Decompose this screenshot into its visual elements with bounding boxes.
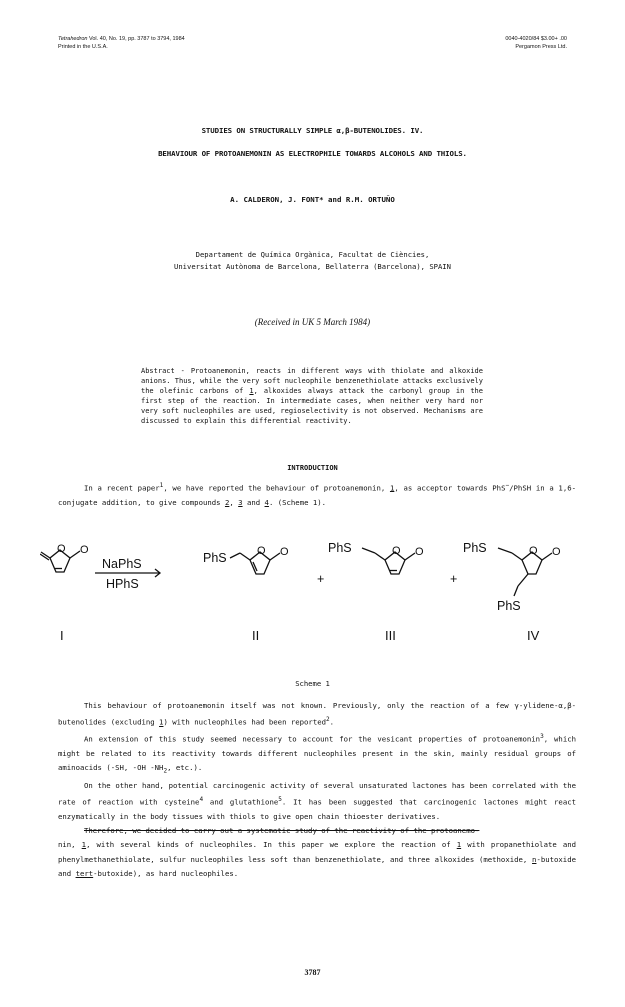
plus-sign: + bbox=[450, 572, 458, 586]
abstract-text-2: , alkoxides always attack the carbonyl group in the first step of the reaction. In intermediate cases, when neither very hard nor very soft nucleophiles are used, regioselectivity is not observed. Mechanisms are discussed to explain this differential reactivity. bbox=[141, 387, 483, 425]
oxygen-label: O bbox=[392, 545, 401, 557]
compound-ref: 1 bbox=[456, 840, 462, 850]
body-span: with propanethiolate and phenylmethanethiolate, sulfur nucleophiles less soft than benzenethiolate, and three alkoxides (methoxide, bbox=[58, 840, 577, 864]
received-date: (Received in UK 5 March 1984) bbox=[254, 317, 371, 327]
phs-label-IV-bottom: PhS bbox=[497, 599, 521, 613]
compound-label-I: I bbox=[60, 628, 64, 643]
compound-label-II: II bbox=[252, 628, 260, 643]
intro-text: In a recent paper bbox=[84, 483, 160, 493]
journal-volume: Vol. 40, No. 19, pp. 3787 to 3794, 1984 bbox=[89, 36, 185, 42]
carbonyl-oxygen: O bbox=[415, 546, 424, 558]
abstract bbox=[141, 366, 483, 426]
paragraph-3 bbox=[58, 779, 576, 824]
struck-text: Therefore, we decided to carry out a systematic study of the reactivity of the protoanemo- bbox=[84, 826, 480, 836]
title-line-2: BEHAVIOUR OF PROTOANEMONIN AS ELECTROPHILE TOWARDS ALCOHOLS AND THIOLS. bbox=[158, 149, 467, 158]
phs-label-III: PhS bbox=[328, 541, 352, 555]
intro-text: , bbox=[229, 497, 239, 507]
compound-ref: 1 bbox=[81, 840, 87, 850]
ref-superscript: 4 bbox=[199, 796, 204, 804]
affiliation-line-1: Departament de Química Orgànica, Facultat de Ciències, bbox=[195, 250, 430, 259]
body-span: This behaviour of protoanemonin itself was not known. Previously, only the reaction of a few γ-ylidene-α,β-butenolides (excluding bbox=[58, 701, 576, 727]
printed-in: Printed in the U.S.A. bbox=[58, 44, 108, 50]
reagent-top: NaPhS bbox=[102, 557, 142, 571]
intro-text: . (Scheme 1). bbox=[268, 497, 327, 507]
paragraph-1 bbox=[58, 699, 576, 730]
charge-superscript: − bbox=[505, 482, 510, 489]
compound-label-III: III bbox=[385, 628, 396, 643]
compound-ref: 4 bbox=[264, 497, 269, 507]
ref-superscript: 2 bbox=[326, 716, 330, 724]
body-span: An extension of this study seemed necessary to account for the vesicant properties of protoanemonin bbox=[84, 734, 541, 744]
ref-superscript: 5 bbox=[278, 796, 282, 804]
compound-III-structure bbox=[362, 548, 415, 574]
phs-label-II: PhS bbox=[203, 551, 227, 565]
carbonyl-oxygen: O bbox=[280, 546, 289, 558]
reaction-scheme bbox=[40, 528, 600, 653]
body-text bbox=[58, 699, 576, 881]
paragraph-2 bbox=[58, 730, 576, 779]
compound-II-structure bbox=[230, 552, 280, 574]
intro-paragraph bbox=[58, 479, 576, 510]
compound-label-IV: IV bbox=[527, 628, 540, 643]
body-span: , which might be related to its reactivity towards different nucleophiles present in the skin, mainly residual groups of aminoacids (-SH, -OH -NH bbox=[58, 734, 576, 773]
paragraph-4 bbox=[58, 824, 576, 881]
subscript: 2 bbox=[163, 767, 168, 775]
intro-text: and bbox=[242, 497, 265, 507]
body-span: On the other hand, potential carcinogenic activity of several unsaturated lactones has been correlated with the rate of reaction with cysteine bbox=[58, 780, 576, 807]
body-span: . bbox=[329, 717, 335, 727]
compound-ref: 3 bbox=[238, 497, 243, 507]
journal-citation bbox=[58, 36, 185, 43]
italic-prefix: n bbox=[532, 854, 537, 864]
authors: A. CALDERON, J. FONT* and R.M. ORTUÑO bbox=[230, 195, 395, 204]
phs-label-IV-top: PhS bbox=[463, 541, 487, 555]
body-span: , with several kinds of nucleophiles. In this paper we explore the reaction of bbox=[86, 840, 457, 850]
oxygen-label: O bbox=[257, 545, 266, 557]
intro-text: , as acceptor towards PhS bbox=[394, 483, 506, 493]
ref-superscript: 1 bbox=[159, 482, 164, 489]
plus-sign: + bbox=[317, 572, 325, 586]
body-span: , etc.). bbox=[167, 763, 203, 773]
journal-name: Tetrahedron bbox=[58, 36, 88, 42]
price-code: 0040-4020/84 $3.00+ .00 bbox=[505, 36, 567, 42]
body-span: nin, bbox=[58, 840, 82, 850]
body-span: -butoxide), as hard nucleophiles. bbox=[93, 868, 239, 878]
compound-IV-structure bbox=[498, 548, 552, 596]
title-line-1: STUDIES ON STRUCTURALLY SIMPLE α,β-BUTENOLIDES. IV. bbox=[201, 126, 424, 135]
compound-ref: 1 bbox=[159, 717, 164, 727]
body-span: ) with nucleophiles had been reported bbox=[163, 717, 326, 727]
body-span: . It has been suggested that carcinogenic lactones might react enzymatically in the body tissues with thiols to give open chain thioester derivatives. bbox=[58, 797, 577, 821]
oxygen-label: O bbox=[529, 545, 538, 557]
body-span: -butoxide and bbox=[58, 854, 576, 878]
carbonyl-oxygen: O bbox=[552, 546, 561, 558]
body-span: and glutathione bbox=[203, 797, 279, 807]
affiliation-line-2: Universitat Autònoma de Barcelona, Bellaterra (Barcelona), SPAIN bbox=[174, 262, 451, 271]
compound-ref: 2 bbox=[224, 497, 230, 507]
compound-ref: 1 bbox=[389, 483, 395, 493]
page-number: 3787 bbox=[304, 968, 321, 977]
intro-text: /PhSH in a 1,6-conjugate addition, to give compounds bbox=[58, 483, 576, 507]
italic-prefix: tert bbox=[75, 868, 94, 878]
scheme-caption: Scheme 1 bbox=[295, 679, 330, 688]
oxygen-label: O bbox=[57, 543, 66, 555]
reagent-bottom: HPhS bbox=[106, 577, 139, 591]
intro-text: , we have reported the behaviour of protoanemonin, bbox=[163, 483, 390, 493]
compound-ref: 1 bbox=[249, 387, 254, 395]
ref-superscript: 3 bbox=[540, 733, 544, 741]
abstract-text-1: Abstract - Protoanemonin, reacts in different ways with thiolate and alkoxide anions. Thus, while the very soft nucleophile benzenethiolate attacks exclusively the olefinic carbons of bbox=[141, 367, 483, 395]
section-heading-introduction: INTRODUCTION bbox=[287, 464, 338, 472]
publisher: Pergamon Press Ltd. bbox=[515, 44, 567, 50]
carbonyl-oxygen: O bbox=[80, 544, 89, 556]
